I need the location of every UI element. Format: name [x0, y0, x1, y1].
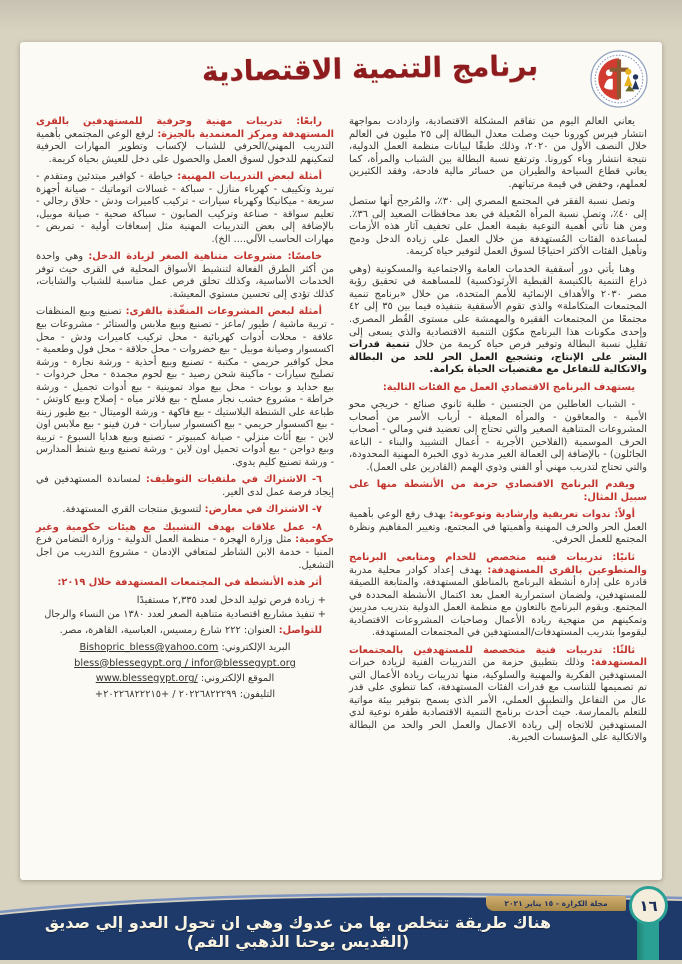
intro-paragraph-1: يعاني العالم اليوم من تفاقم المشكلة الاقتصادية، وازدادت بمواجهة انتشار فيرس كورونا حيث وصلت معدل البطالة إلى ٢٥ مليون في العالم خلال النصف الأول من ٢٠٢٠، وذلك طبقًا لبيانات منظمة العمل الدولية، نتيجة انتشار وباء كورونا. وترتفع نسبة البطالة بين الشباب والمرأة، كما يعاني قطاع السياحة والطيران من خسائر مالية فادحة، وفقد الكثيرين لعملهم، وخفض في قيمة مرتباتهم. [349, 116, 647, 190]
contact-phone-line [36, 689, 334, 702]
article-columns [20, 112, 662, 874]
bishopric-paragraph-bold: تنمية قدرات البشر على الإنتاج، وتشجيع العمل الحر للحد من البطالة والاتكالية للتفاعل مع مقتضيات الحياة بكرامة. [349, 339, 647, 376]
page-number-badge: ١٦ [629, 886, 668, 925]
page-title: برنامج التنمية الاقتصادية [201, 49, 539, 88]
contact-website-line [36, 673, 334, 686]
email-link-yahoo[interactable]: Bishopric_bless@yahoo.com [79, 642, 219, 654]
activity-technical-training [349, 645, 647, 745]
activity-job-fairs-lead: ٦- الاشتراك في ملتقيات التوظيف: [145, 474, 322, 486]
activity-exhibitions [36, 504, 334, 517]
footer-quote: هناك طريقة تتخلص بها من عدوك وهي ان تحول العدو إلي صديق (القديس يوحنا الذهبي الفم) [44, 913, 552, 951]
contact-email-label: البريد الإلكتروني: [218, 642, 291, 654]
contact-address: العنوان: ٢٢٢ شارع رمسيس، العباسية، القاهرة، مصر. [59, 624, 279, 636]
activity-networking-body: مثل وزارة الهجرة - منظمة العمل الدولية - وزارة التضامن فرع المنيا - خدمة الابن الشاطر لمتعافي الإدمان - مشروع التدريب من اجل التشغيل. [36, 534, 334, 571]
activities-heading: ويقدم البرنامج الاقتصادي حزمة من الأنشطة منها على سبيل المثال: [349, 479, 647, 503]
activity-job-fairs [36, 474, 334, 499]
contact-email-line-2 [36, 658, 334, 671]
column-right [349, 116, 647, 874]
activity-exhibitions-lead: ٧- الاشتراك في معارض: [204, 504, 322, 516]
contact-website-label: الموقع الإلكتروني: [197, 673, 275, 685]
column-left [36, 116, 334, 874]
page-top-margin-shade [0, 0, 682, 32]
sheet-header [20, 42, 662, 112]
training-examples-lead: أمثلة لبعض التدريبات المهنية: [177, 171, 322, 183]
contact-block [36, 625, 334, 702]
activity-technical-training-body: وذلك بتطبيق حزمة من التدريبات الفنية لزيادة خبرات المستهدفين الفكرية والمهنية والسلوكية، منها تدريبات ريادة الأعمال التي تم تصميمها للتناسب مع قدرات الفئات المستهدفة، كما تنطوي على قدر عال من التفاعل والتطبيق العملي، الأمر الذي يسمح بتوفير بيئة مواتية للتعلم بالممارسة. حيث أحدث برنامج التنمية الاقتصادية طفرة نوعية لدي المستهدفين للاتجاه إلى ريادة الاعمال والعمل الحر والحد من البطالة والاتكالية على المؤسسات الخيرية. [349, 657, 647, 744]
activity-staff-training-lead: ثانيًا: تدريبات فنيه متخصص للخدام ومتابعي البرنامج والمتطوعين بالقرى المستهدفة: [349, 552, 647, 576]
contact-address-line [36, 625, 334, 638]
activity-microprojects-body: وهي واحدة من أكثر الطرق الفعالة لتنشيط الأسواق المحلية في القرى حيث توفر الخدمات الأساسية، وكذلك تخلق فرص عمل مناسبة للشباب والشابات، كذلك تؤدي إلى تحسين مستوي المعيشة. [36, 251, 334, 300]
website-link[interactable]: www.blessegypt.org/ [95, 673, 198, 685]
bishopric-paragraph [349, 264, 647, 377]
activity-vocational-training-lead: رابعًا: تدريبات مهنية وحرفية للمستهدفين بالقرى المستهدفة ومركز المعتمدية بالجيزة: [36, 116, 334, 140]
activity-seminars-lead: أولاً: ندوات تعريفية وإرشادية وتوعوية: [449, 509, 635, 521]
activity-vocational-training-body: لرفع الوعي المجتمعي بأهمية التدريب المهني/الحرفي للشباب لإكساب وتطوير المهارات الحرفية لتمكينهم للدخول لسوق العمل والحصول على دخل للعيش بحياة كريمة. [36, 128, 334, 165]
activity-seminars-body: بهدف رفع الوعي بأهمية العمل الحر والحرف المهنية وأهميتها في المجتمع، وتغيير المفاهيم ونظرة المجتمع للعمل الحرفي. [349, 509, 647, 546]
target-groups-heading: يستهدف البرنامج الاقتصادي العمل مع الفئات التالية: [382, 381, 635, 393]
contact-email-line-1 [36, 642, 334, 655]
training-examples [36, 171, 334, 246]
project-examples [36, 306, 334, 469]
issue-date-ribbon: مجلة الكرازة - ١٥ يناير ٢٠٢١ [486, 896, 626, 911]
contact-phone-label: التليفون: [236, 688, 276, 700]
bishopric-paragraph-text: وهنا يأتي دور أسقفية الخدمات العامة والاجتماعية والمسكونية (وهي ذراع التنمية بالكنيسة القبطية الأرثوذكسية) للمساهمة في تحقيق رؤية مصر ٢٠٣٠ والأهداف الإنمائية للأمم المتحدة، من خلال «برنامج تنمية المجتمعات المتكاملة» والذي تقوم الأسقفية بتنفيذه فيما بين ٣٥ إلى ٤٢ مجتمعًا من المجتمعات الفقيرة والمهمشة على مستوى القُطر المصري. وإحدى مكونات هذا البرنامج مكوّن التنمية الاقتصادية والذي يسعى إلى تقليل نسبة البطالة وتوفير فرص حياة كريمة من خلال [349, 263, 648, 351]
activity-job-fairs-body: لمساندة المستهدفين في إيجاد فرصة عمل لدى الغير. [36, 474, 334, 498]
project-examples-lead: أمثلة لبعض المشروعات المنفّذة بالقرى: [125, 306, 322, 318]
activity-staff-training [349, 552, 647, 640]
activity-seminars [349, 509, 647, 547]
activity-staff-training-body: بهدف إعداد كوادر محلية مدربة قادرة على إدارة أنشطة البرنامج بالمناطق المستهدفة، والمتابعة اللصيقة للمستهدفين، ولضمان استمرارية العمل بعد اكتمال الأنشطة المحددة في المجتمع. ويقوم البرنامج بالتعاون مع منظمة العمل الدولية بتدريب مدرِبين وتمكينهم من منهجية ريادة الأعمال وصاحبات المشروعات الاقتصادية ليقوموا بتدريب المستهدفات/المستهدفين في المجتمعات المستهدفة. [349, 564, 647, 639]
content-sheet [20, 42, 662, 880]
bless-church-logo-icon [590, 50, 648, 108]
email-link-blessegypt[interactable]: bless@blessegypt.org / infor@blessegypt.org [74, 657, 296, 669]
activity-networking-lead: ٨- عمل علاقات بهدف التشبيك مع هيئات حكومية وغير حكومية: [36, 521, 334, 546]
activity-exhibitions-body: لتسويق منتجات القري المستهدفة. [62, 504, 205, 516]
impact-heading: أثر هذه الأنشطة في المجتمعات المستهدفة خلال ٢٠١٩: [57, 577, 322, 589]
project-examples-body: تصنيع وبيع المنظفات - تربية ماشية / طيور /ماعز - تصنيع وبيع ملابس والستائر - مشروعات بيع علافة - محلات أدوات كهربائية - محل تركيب كاميرات ودش - محل اكسسوار وصيانة موبيل - بيع خضروات - محل حلاقة - محل فول وطعمية - محل كوافير حريمي - مكتبة - تصنيع وبيع أحذية - ورشة نجارة - ورشة تصليح سيارات - ماكينة شحن رصيد - بيع لحوم مجمدة - محل خردوات - بيع حدايد و بويات - محل بيع مواد تموينية - بيع أدوات تجميل - ورشة خراطة - مشروع خشب نجار مسلح - بيع فلاتر مياه - إصلاح وبيع كاوتش - طباعة على الشنطة البلاستيك - بيع فاكهة - ورشة الوميتال - بيع طيور زينة - بيع اكسسوار حريمي - بيع اكسسوار سيارات - فرن فينو - بيع ملابس اون لاين - بيع أثاث منزلي - صيانة كمبيوتر - تصنيع وبيع هدايا السبوع - تربية وبيع دواجن - بيع أدوات تحميل اون لاين - ورشة تصنيع وبيع شنط المدارس - ورشة تصنيع كليم يدوي. [36, 306, 334, 468]
activity-microprojects [36, 251, 334, 301]
intro-paragraph-2: وتصل نسبة الفقر في المجتمع المصري إلى ٣٠٪، والمُرجح أنها ستصل إلى ٤٠٪، وتصل نسبة المرأة المُعيلة في بعد محافظات الصعيد إلى ٣٦٪. ومن هنا تأتي أهمية التوعية بقيمة العمل على تخفيف آثار هذه الأزمات لمساعدة الفئات المُستهدفة من خلال العمل على زيادة الدخل ودمج وتأهيل الفئات الأكثر احتياجًا لسوق العمل لتوفير حياة كريمة. [349, 196, 647, 258]
contact-label: للتواصل: [278, 624, 322, 636]
phone-numbers: +٢٠٢٢٦٨٢٢٢٩٩ / +٢٠٢٢٦٨٢٢٢١٥ [94, 688, 237, 700]
training-examples-body: خياطة - كوافير مبتدئين ومتقدم - تبريد وتكييف - كهرباء منازل - سباكة - غسالات اتوماتيك - صيانة أجهزة سريعة - ميكانيكا وكهرباء سيارات - تركيب كاميرات ودش - حلاق رجالي - تعليم سواقة - صناعة وتركيب الصابون - سباكة صحية - صيانة موبيل، بالإضافة إلى بعض التدريبات المهنية مثل إسعافات أولية - تمريض - مهارات الحاسب الآلي.... الخ). [36, 171, 334, 245]
impact-line-1: + زيادة فرص توليد الدخل لعدد ٢,٣٣٥ مستفيدًا [136, 594, 326, 606]
activity-vocational-training [36, 116, 334, 166]
activity-technical-training-lead: ثالثًا: تدريبات فنية متخصصة للمستهدفين بالمجتمعات المستهدفة: [349, 644, 647, 669]
impact-line-2: + تنفيذ مشاريع اقتصادية متناهية الصغر لعدد ١٣٨٠ من النساء والرجال [44, 609, 326, 621]
activity-networking [36, 522, 334, 572]
activity-microprojects-lead: خامسًا: مشروعات متناهية الصغر لزيادة الدخل: [88, 251, 322, 263]
target-groups-paragraph: - الشباب العاطلين من الجنسين - طلبة ثانوي صنائع - خريجي محو الأمية - والمعاقون - والمرأة المعيلة - أرباب الأسر من أصحاب المشروعات المتناهية الصغير والتي تحتاج إلى تعضيد فني ومالي - أصحاب الحرف الموسمية (الفلاحين الأجرية - أعمال التشييد والبناء - الباعة الجائلون) - بالإضافة إلى العمالة الغير مدربة ذوي الخبرة المهنية المحدودة، والتي تحتاج لتدريب مهني أو الفني وذوي الهمم (القادرين على العمل). [349, 399, 647, 473]
